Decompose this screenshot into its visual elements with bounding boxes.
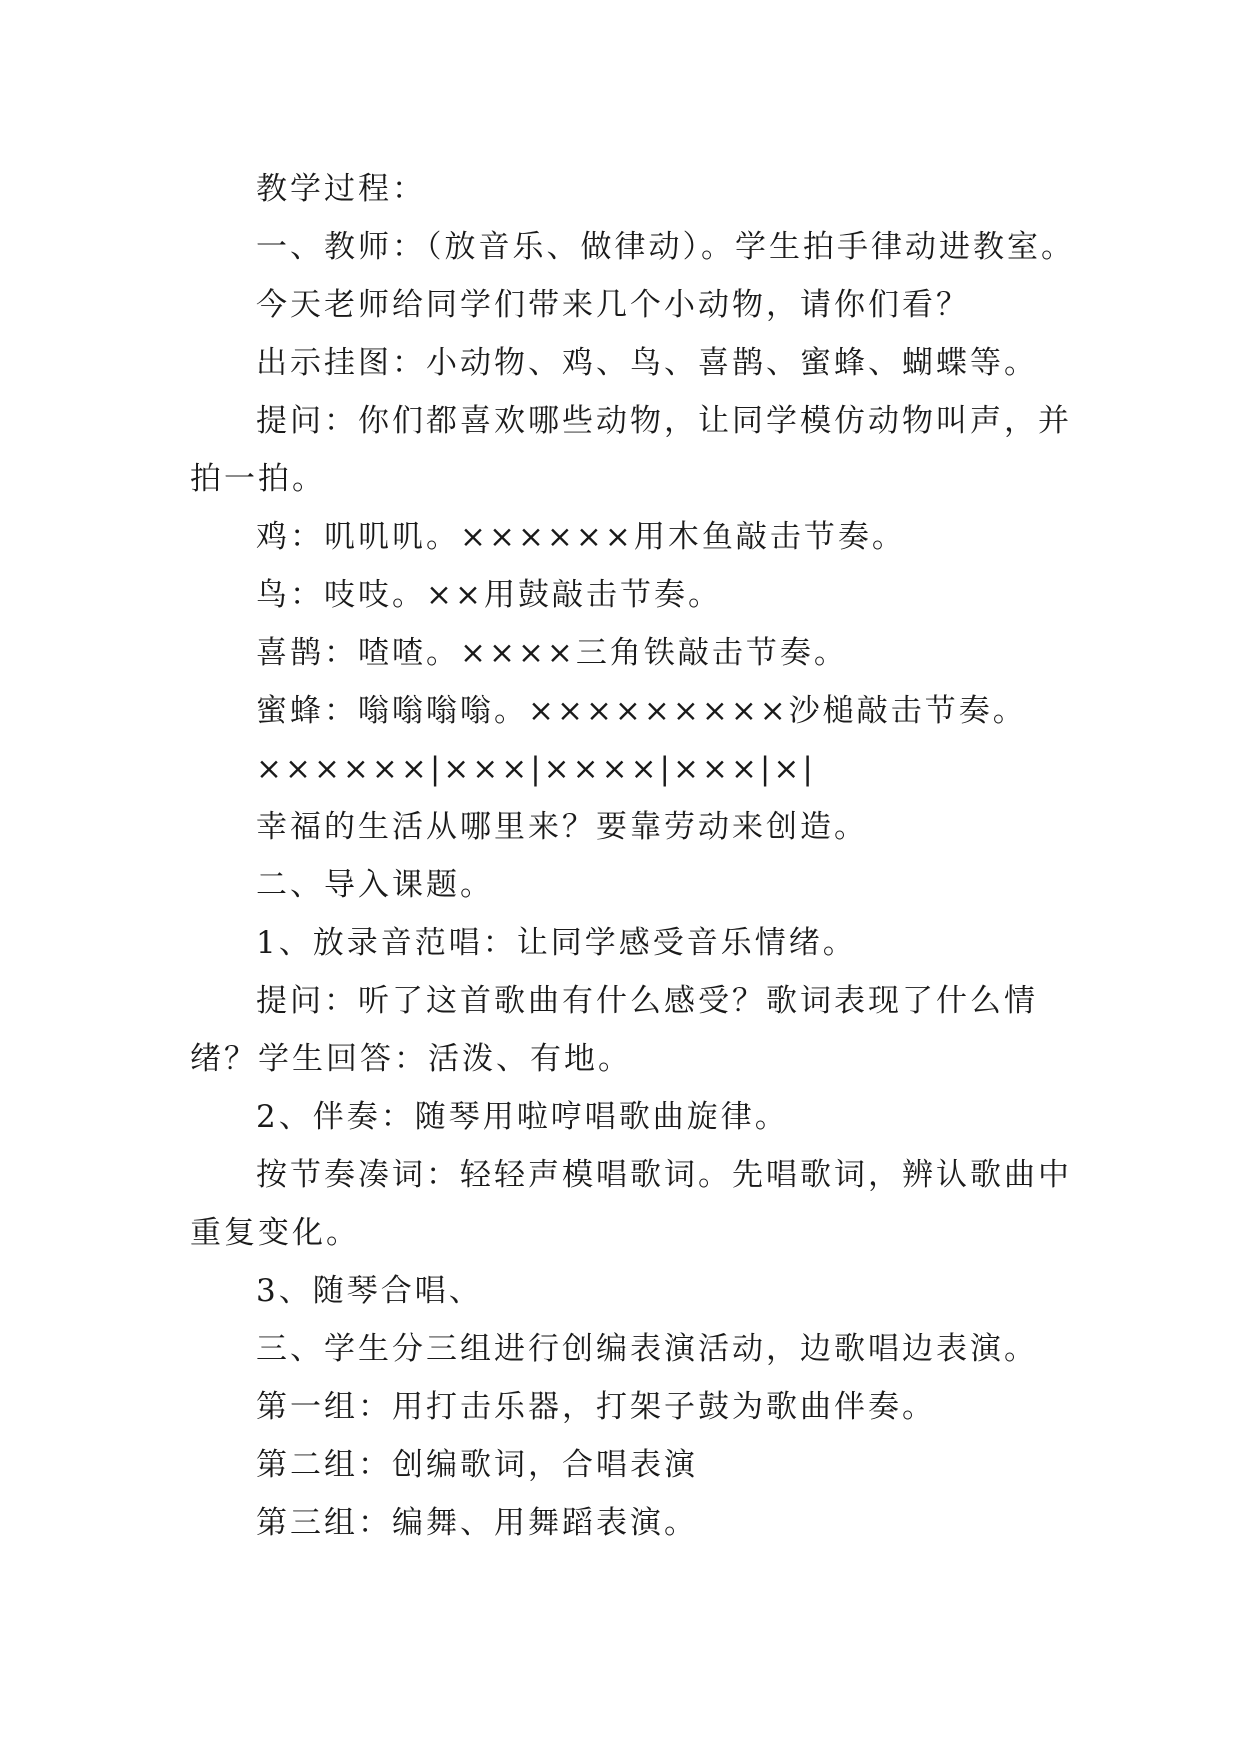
paragraph-line-continued: 重复变化。 bbox=[190, 1215, 360, 1251]
paragraph-line: 第三组：编舞、用舞蹈表演。 bbox=[256, 1505, 698, 1541]
paragraph-line: 按节奏凑词：轻轻声模唱歌词。先唱歌词，辨认歌曲中 bbox=[256, 1157, 1072, 1193]
paragraph-line: 喜鹊：喳喳。××××三角铁敲击节奏。 bbox=[256, 635, 848, 671]
paragraph-line: 3、随琴合唱、 bbox=[256, 1273, 483, 1309]
paragraph-line: 第一组：用打击乐器，打架子鼓为歌曲伴奏。 bbox=[256, 1389, 936, 1425]
paragraph-line: 提问：听了这首歌曲有什么感受？歌词表现了什么情 bbox=[256, 983, 1038, 1019]
paragraph-line: 第二组：创编歌词，合唱表演 bbox=[256, 1447, 698, 1483]
paragraph-line: 1、放录音范唱：让同学感受音乐情绪。 bbox=[256, 925, 857, 961]
paragraph-line: 鸟：吱吱。××用鼓敲击节奏。 bbox=[256, 577, 722, 613]
document-body bbox=[190, 160, 1075, 1552]
section-heading: 二、导入课题。 bbox=[256, 867, 494, 903]
paragraph-line: 幸福的生活从哪里来？要靠劳动来创造。 bbox=[256, 809, 868, 845]
paragraph-line: 提问：你们都喜欢哪些动物，让同学模仿动物叫声，并 bbox=[256, 403, 1072, 439]
paragraph-line-continued: 绪？学生回答：活泼、有地。 bbox=[190, 1041, 632, 1077]
paragraph-line: 2、伴奏：随琴用啦哼唱歌曲旋律。 bbox=[256, 1099, 789, 1135]
section-heading: 三、学生分三组进行创编表演活动，边歌唱边表演。 bbox=[256, 1331, 1038, 1367]
paragraph-line: 鸡：叽叽叽。××××××用木鱼敲击节奏。 bbox=[256, 519, 906, 555]
heading-teaching-process: 教学过程： bbox=[256, 171, 426, 207]
paragraph-line: 一、教师：（放音乐、做律动）。学生拍手律动进教室。 bbox=[256, 229, 1075, 265]
paragraph-line: 出示挂图：小动物、鸡、鸟、喜鹊、蜜蜂、蝴蝶等。 bbox=[256, 345, 1038, 381]
paragraph-line: 蜜蜂：嗡嗡嗡嗡。×××××××××沙槌敲击节奏。 bbox=[256, 693, 1027, 729]
paragraph-line: 今天老师给同学们带来几个小动物，请你们看？ bbox=[256, 287, 970, 323]
rhythm-pattern-line: ××××××|×××|××××|×××|×| bbox=[256, 751, 816, 787]
paragraph-line-continued: 拍一拍。 bbox=[190, 461, 326, 497]
